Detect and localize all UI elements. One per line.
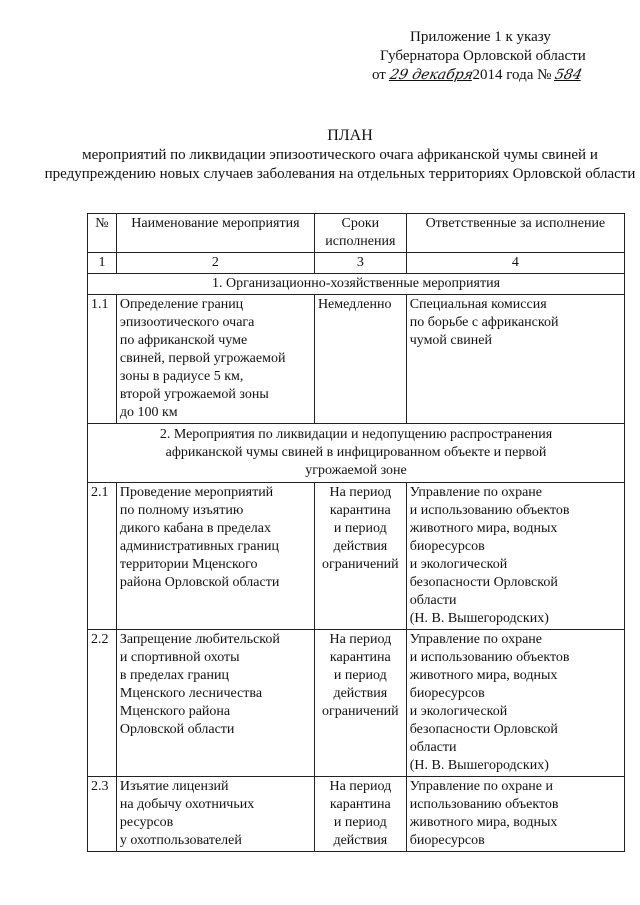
row-measure: Проведение мероприятий по полному изъятию дикого кабана в пределах административных границ территории Мценского района Орловской области: [116, 483, 314, 630]
col-header-term: Сроки исполнения: [314, 214, 406, 253]
column-number-row: [88, 253, 625, 274]
row-responsible: Специальная комиссия по борьбе с африканской чумой свиней: [406, 295, 624, 424]
col-header-name: Наименование мероприятия: [116, 214, 314, 253]
col-number-3: 3: [314, 253, 406, 274]
row-responsible: Управление по охране и использованию объектов животного мира, водных биоресурсов и экологической безопасности Орловской области (Н. В. Вышегородских): [406, 483, 624, 630]
col-number-1: 1: [88, 253, 117, 274]
row-term: На период карантина и период действия ограничений: [314, 630, 406, 777]
section-row: [88, 274, 625, 295]
section-1-title: 1. Организационно-хозяйственные мероприятия: [88, 274, 625, 295]
header-row: [88, 214, 625, 253]
row-term: На период карантина и период действия ограничений: [314, 483, 406, 630]
handwritten-date: 29 декабря: [388, 67, 475, 83]
table-row: [88, 295, 625, 424]
row-number: 2.3: [88, 777, 117, 852]
table-row: [88, 630, 625, 777]
row-measure: Изъятие лицензий на добычу охотничьих ресурсов у охотпользователей: [116, 777, 314, 852]
governor-line: Губернатора Орловской области: [380, 48, 586, 64]
table-row: [88, 483, 625, 630]
row-number: 1.1: [88, 295, 117, 424]
measures-table: [87, 213, 625, 852]
row-responsible: Управление по охране и использованию объектов животного мира, водных биоресурсов: [406, 777, 624, 852]
from-label: от: [372, 67, 386, 83]
row-measure: Запрещение любительской и спортивной охоты в пределах границ Мценского лесничества Мценского района Орловской области: [116, 630, 314, 777]
year-label: 2014 года №: [472, 67, 552, 83]
row-measure: Определение границ эпизоотического очага по африканской чуме свиней, первой угрожаемой зоны в радиусе 5 км, второй угрожаемой зоны до 100 км: [116, 295, 314, 424]
row-term: На период карантина и период действия: [314, 777, 406, 852]
section-2-title: 2. Мероприятия по ликвидации и недопущению распространения африканской чумы свиней в инфицированном объекте и первой угрожаемой зоне: [88, 424, 625, 483]
col-number-2: 2: [116, 253, 314, 274]
handwritten-number: 584: [553, 67, 584, 83]
row-number: 2.2: [88, 630, 117, 777]
row-term: Немедленно: [314, 295, 406, 424]
table-row: [88, 777, 625, 852]
col-header-responsible: Ответственные за исполнение: [406, 214, 624, 253]
row-number: 2.1: [88, 483, 117, 630]
document-title: ПЛАН: [327, 127, 373, 144]
col-number-4: 4: [406, 253, 624, 274]
row-responsible: Управление по охране и использованию объектов животного мира, водных биоресурсов и экологической безопасности Орловской области (Н. В. Вышегородских): [406, 630, 624, 777]
date-line: [360, 66, 630, 85]
document-subtitle: мероприятий по ликвидации эпизоотического очага африканской чумы свиней и предупреждению новых случаев заболевания на отдельных территориях Орловской области: [44, 147, 636, 182]
section-row: [88, 424, 625, 483]
annex-line: Приложение 1 к указу: [410, 29, 551, 45]
col-header-number: №: [88, 214, 117, 253]
decree-reference: [360, 28, 630, 85]
